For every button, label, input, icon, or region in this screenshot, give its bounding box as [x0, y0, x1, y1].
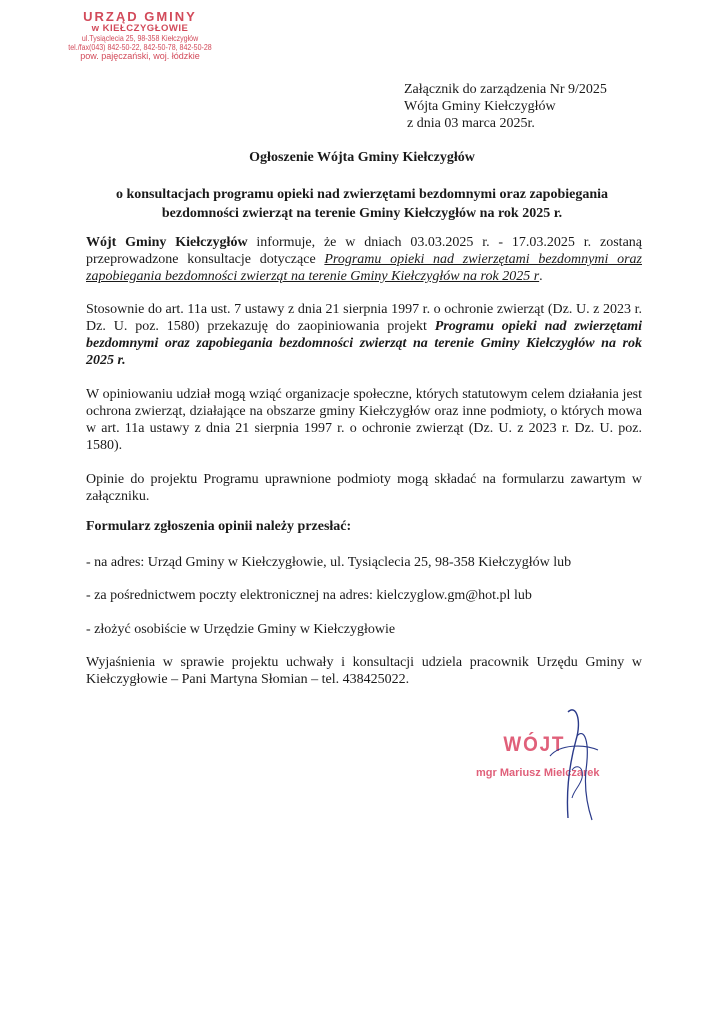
subtitle-line-2: bezdomności zwierząt na terenie Gminy Kiełczygłów na rok 2025 r. — [161, 206, 563, 221]
announcement-title: Ogłoszenie Wójta Gminy Kiełczygłów — [249, 150, 475, 165]
form-heading: Formularz zgłoszenia opinii należy przesłać: — [86, 519, 352, 534]
paragraph-1-end: . — [539, 269, 543, 284]
office-stamp — [40, 10, 240, 61]
signature-stamp-name: mgr Mariusz Mielczarek — [476, 767, 600, 779]
list-item-email: - za pośrednictwem poczty elektronicznej na adres: kielczyglow.gm@hot.pl lub — [86, 588, 532, 603]
paragraph-2 — [86, 301, 642, 369]
paragraph-2-text: Stosownie do art. 11a ust. 7 ustawy z dnia 21 sierpnia 1997 r. o ochronie zwierząt (Dz. U. z 2023 r. Dz. U. poz. 1580) przekazuję do zaopiniowania projekt — [86, 302, 642, 334]
annex-line-2: Wójta Gminy Kiełczygłów — [404, 99, 556, 114]
signature-stamp-title: WÓJT — [503, 733, 566, 756]
annex-line-1: Załącznik do zarządzenia Nr 9/2025 — [404, 82, 607, 97]
stamp-line-2: w KIEŁCZYGŁOWIE — [91, 22, 189, 34]
paragraph-1 — [86, 234, 642, 285]
stamp-line-3: ul.Tysiąclecia 25, 98-358 Kiełczygłów — [81, 32, 199, 43]
paragraph-4: Opinie do projektu Programu uprawnione podmioty mogą składać na formularzu zawartym w załączniku. — [86, 472, 642, 504]
list-item-address: - na adres: Urząd Gminy w Kiełczygłowie, ul. Tysiąclecia 25, 98-358 Kiełczygłów lub — [86, 555, 572, 570]
paragraph-1-program-name: Programu opieki nad zwierzętami bezdomnymi oraz zapobiegania bezdomności zwierząt na terenie Gminy Kiełczygłów na rok 2025 r — [86, 252, 642, 284]
annex-line-3: z dnia 03 marca 2025r. — [407, 116, 535, 131]
paragraph-2-program-name: Programu opieki nad zwierzętami bezdomnymi oraz zapobiegania bezdomności zwierząt na terenie Gminy Kiełczygłów na rok 2025 r. — [86, 319, 642, 368]
annex-note — [404, 81, 607, 132]
handwritten-signature — [480, 700, 630, 830]
paragraph-1-lead: Wójt Gminy Kiełczygłów — [86, 235, 248, 250]
stamp-line-5: pow. pajęczański, woj. łódzkie — [80, 50, 200, 61]
subtitle-line-1: o konsultacjach programu opieki nad zwierzętami bezdomnymi oraz zapobiegania — [115, 187, 609, 202]
stamp-line-4: tel./fax(043) 842-50-22, 842-50-78, 842-50-28 — [68, 41, 212, 52]
list-item-in-person: - złożyć osobiście w Urzędzie Gminy w Kiełczygłowie — [86, 622, 396, 637]
stamp-line-1: URZĄD GMINY — [83, 9, 197, 24]
announcement-subtitle — [0, 185, 724, 223]
paragraph-5: Wyjaśnienia w sprawie projektu uchwały i konsultacji udziela pracownik Urzędu Gminy w Kiełczygłowie – Pani Martyna Słomian – tel. 438425022. — [86, 655, 642, 687]
paragraph-1-text: informuje, że w dniach 03.03.2025 r. - 17.03.2025 r. zostaną przeprowadzone konsultacje dotyczące — [86, 235, 642, 267]
paragraph-3: W opiniowaniu udział mogą wziąć organizacje społeczne, których statutowym celem działania jest ochrona zwierząt, działające na obszarze gminy Kiełczygłów oraz inne podmioty, o których mowa w art. 11a ustawy z dnia 21 sierpnia 1997 r. o ochronie zwierząt (Dz. U. z 2023 r. Dz. U. poz. 1580). — [86, 387, 642, 453]
